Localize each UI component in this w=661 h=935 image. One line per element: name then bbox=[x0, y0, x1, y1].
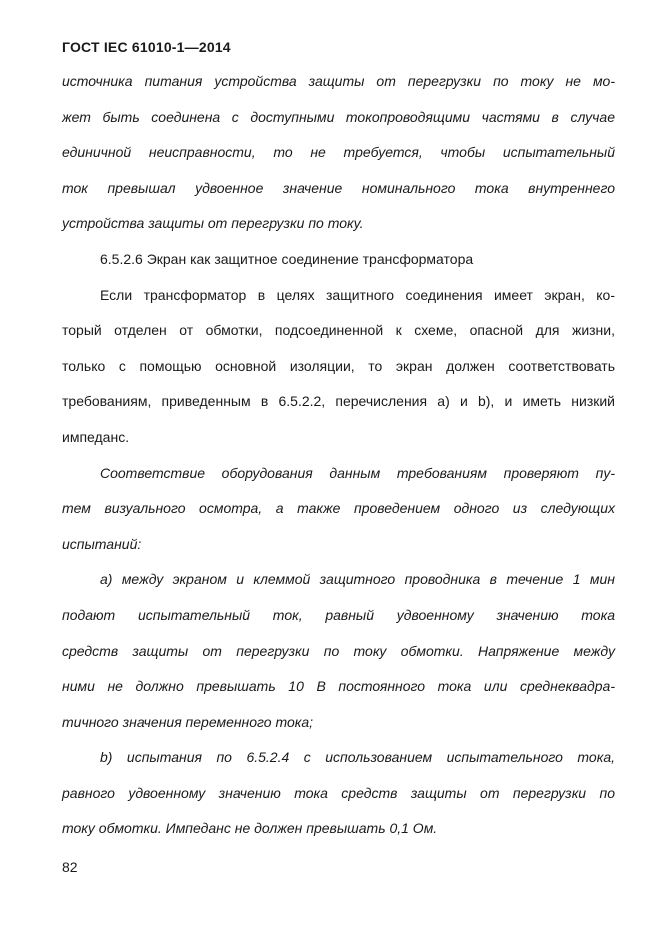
text-line: a) между экраном и клеммой защитного проводника в течение 1 мин bbox=[100, 571, 615, 588]
text-line: b) испытания по 6.5.2.4 с использованием испытательного тока, bbox=[100, 749, 615, 766]
text-line: устройства защиты от перегрузки по току. bbox=[62, 215, 364, 232]
text-line: ними не должно превышать 10 В постоянного тока или среднеквадра- bbox=[62, 678, 615, 695]
text-line: тичного значения переменного тока; bbox=[62, 713, 314, 730]
section-heading: 6.5.2.6 Экран как защитное соединение трансформатора bbox=[100, 250, 474, 267]
text-line: испытаний: bbox=[62, 535, 142, 552]
text-line: торый отделен от обмотки, подсоединенной к схеме, опасной для жизни, bbox=[62, 322, 615, 339]
text-line: импеданс. bbox=[62, 428, 130, 445]
text-line: ток превышал удвоенное значение номинального тока внутреннего bbox=[62, 179, 615, 196]
text-line: тем визуального осмотра, а также проведением одного из следующих bbox=[62, 500, 615, 517]
text-line: только с помощью основной изоляции, то экран должен соответствовать bbox=[62, 357, 615, 374]
text-line: единичной неисправности, то не требуется, чтобы испытательный bbox=[62, 144, 615, 161]
text-line: жет быть соединена с доступными токопроводящими частями в случае bbox=[62, 108, 615, 125]
text-line: Если трансформатор в целях защитного соединения имеет экран, ко- bbox=[100, 286, 615, 303]
document-body bbox=[62, 64, 615, 847]
text-line: требованиям, приведенным в 6.5.2.2, перечисления a) и b), и иметь низкий bbox=[62, 393, 615, 410]
text-line: подают испытательный ток, равный удвоенному значению тока bbox=[62, 606, 615, 623]
text-line: равного удвоенному значению тока средств защиты от перегрузки по bbox=[62, 784, 615, 801]
text-line: источника питания устройства защиты от перегрузки по току не мо- bbox=[62, 73, 615, 89]
document-header: ГОСТ IEC 61010-1—2014 bbox=[62, 39, 231, 55]
page-number: 82 bbox=[62, 859, 78, 875]
text-line: току обмотки. Импеданс не должен превышать 0,1 Ом. bbox=[62, 820, 438, 837]
text-line: средств защиты от перегрузки по току обмотки. Напряжение между bbox=[62, 642, 615, 659]
text-line: Соответствие оборудования данным требованиям проверяют пу- bbox=[100, 464, 615, 481]
